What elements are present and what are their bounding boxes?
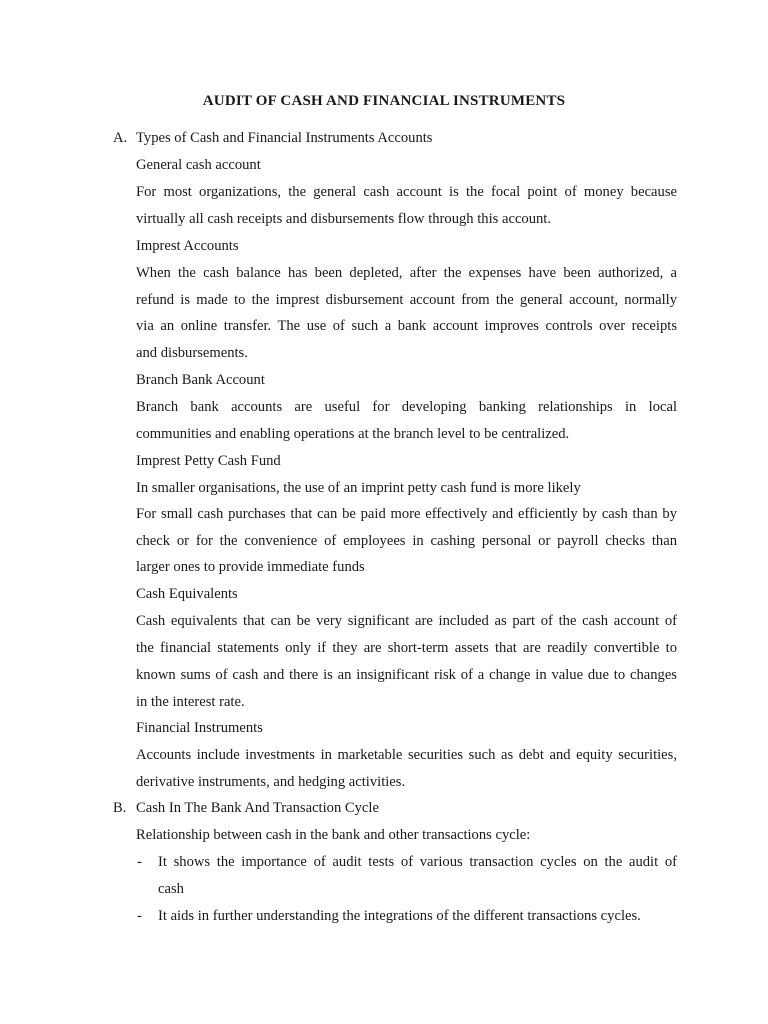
- cash-equivalents-line-2: the financial statements only if they are short-term assets that are readily convertible to: [136, 640, 677, 656]
- cash-equivalents-heading: Cash Equivalents: [136, 586, 238, 602]
- financial-instruments-line-1: Accounts include investments in marketable securities such as debt and equity securities,: [136, 747, 677, 763]
- petty-cash-line-4: larger ones to provide immediate funds: [136, 559, 365, 575]
- imprest-accounts-line-1: When the cash balance has been depleted, after the expenses have been authorized, a: [136, 265, 677, 281]
- bullet-2-line-1: It aids in further understanding the integrations of the different transactions cycles.: [158, 908, 641, 924]
- branch-bank-line-2: communities and enabling operations at the branch level to be centralized.: [136, 426, 570, 442]
- cash-equivalents-line-3: known sums of cash and there is an insignificant risk of a change in value due to changes: [136, 667, 677, 683]
- general-cash-line-2: virtually all cash receipts and disbursements flow through this account.: [136, 211, 552, 227]
- cash-equivalents-line-4: in the interest rate.: [136, 694, 245, 710]
- bullet-2-marker: -: [137, 908, 142, 924]
- petty-cash-heading: Imprest Petty Cash Fund: [136, 453, 281, 469]
- petty-cash-line-3: check or for the convenience of employees in cashing personal or payroll checks than: [136, 533, 677, 549]
- section-a-heading: Types of Cash and Financial Instruments Accounts: [136, 130, 433, 146]
- bullet-1-marker: -: [137, 854, 142, 870]
- imprest-accounts-line-3: via an online transfer. The use of such a bank account improves controls over receipts: [136, 318, 677, 334]
- imprest-accounts-line-4: and disbursements.: [136, 345, 248, 361]
- petty-cash-line-2: For small cash purchases that can be paid more effectively and efficiently by cash than by: [136, 506, 677, 522]
- cash-equivalents-line-1: Cash equivalents that can be very significant are included as part of the cash account of: [136, 613, 677, 629]
- branch-bank-line-1: Branch bank accounts are useful for developing banking relationships in local: [136, 399, 677, 415]
- general-cash-line-1: For most organizations, the general cash account is the focal point of money because: [136, 184, 677, 200]
- financial-instruments-heading: Financial Instruments: [136, 720, 263, 736]
- bullet-1-line-1: It shows the importance of audit tests of various transaction cycles on the audit of: [158, 854, 677, 870]
- section-b-heading: Cash In The Bank And Transaction Cycle: [136, 800, 379, 816]
- general-cash-heading: General cash account: [136, 157, 261, 173]
- imprest-accounts-heading: Imprest Accounts: [136, 238, 239, 254]
- imprest-accounts-line-2: refund is made to the imprest disbursement account from the general account, normally: [136, 292, 677, 308]
- document-title: AUDIT OF CASH AND FINANCIAL INSTRUMENTS: [202, 93, 566, 109]
- section-b-intro: Relationship between cash in the bank and other transactions cycle:: [136, 827, 531, 843]
- branch-bank-heading: Branch Bank Account: [136, 372, 265, 388]
- petty-cash-line-1: In smaller organisations, the use of an imprint petty cash fund is more likely: [136, 480, 581, 496]
- section-b-marker: B.: [113, 800, 127, 816]
- financial-instruments-line-2: derivative instruments, and hedging activities.: [136, 774, 406, 790]
- bullet-1-line-2: cash: [158, 881, 184, 897]
- section-a-marker: A.: [113, 130, 128, 146]
